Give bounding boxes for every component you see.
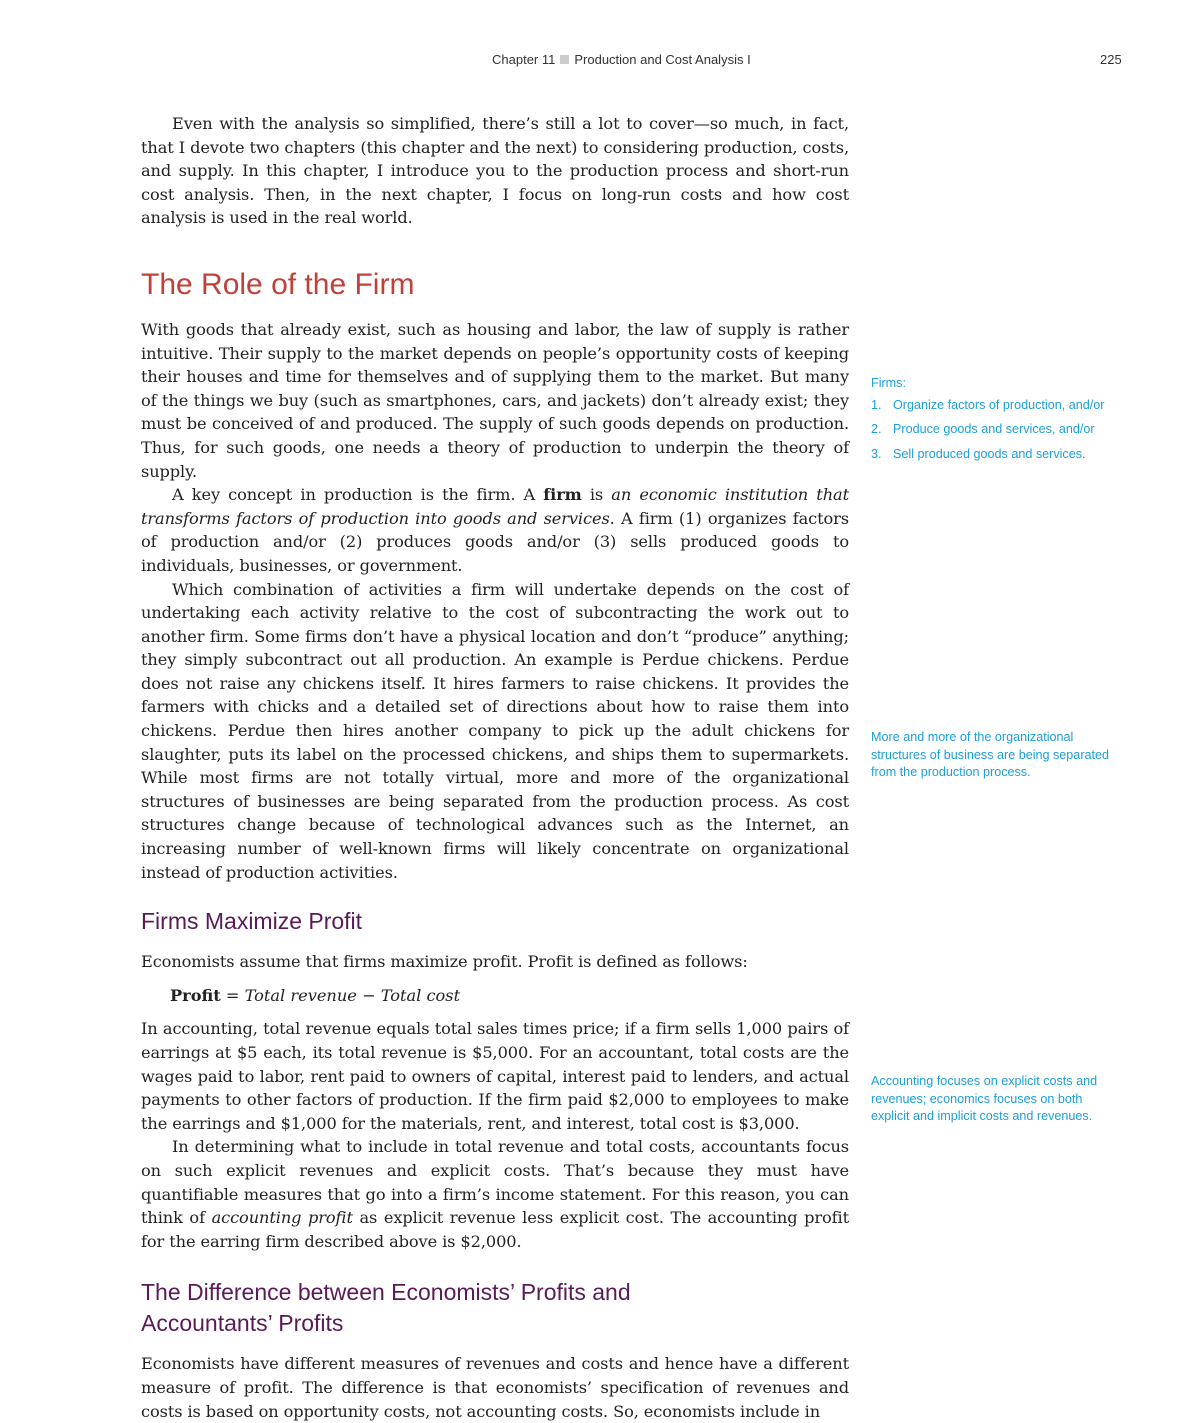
margin-note-label: Firms: [871, 376, 906, 390]
list-text: Organize factors of production, and/or [893, 397, 1105, 412]
heading-line-1: The Difference between Economists’ Profits and [141, 1279, 631, 1306]
separator-square [560, 55, 569, 64]
chapter-label: Chapter 11 [492, 52, 556, 67]
profit-formula [170, 984, 849, 1008]
paragraph-economists-profit: Economists have different measures of revenues and costs and hence have a different measure of profit. The difference is that economists’ specification of revenues and costs is based on opportunity costs, not accounting costs. So, economists include in [141, 1354, 849, 1421]
text-run: A key concept in production is the firm. A [172, 485, 544, 505]
key-term-accounting-profit: accounting profit [211, 1208, 353, 1228]
list-item [871, 397, 1116, 415]
subsection-heading-difference [141, 1277, 849, 1339]
page-number: 225 [1100, 52, 1122, 67]
formula-lhs: Profit [170, 985, 221, 1005]
margin-note-firms [871, 375, 1116, 470]
heading-line-2: Accountants’ Profits [141, 1310, 344, 1337]
chapter-title: Production and Cost Analysis I [574, 52, 751, 67]
list-item [871, 446, 1116, 464]
list-text: Sell produced goods and services. [893, 446, 1086, 461]
paragraph-accounting-revenue: In accounting, total revenue equals total sales times price; if a firm sells 1,000 pairs of earrings at $5 each, its total revenue is $5,000. For an accountant, total costs are the wages paid to labor, rent paid to owners of capital, interest paid to lenders, and actual payments to other factors of production. If the firm paid $2,000 to employees to make the earrings and $1,000 for the materials, rent, and interest, total cost is $3,000. [141, 1019, 849, 1133]
key-term-firm: firm [543, 485, 582, 505]
section-heading: The Role of the Firm [141, 267, 415, 301]
list-number: 3. [871, 446, 882, 461]
formula-equals: = [220, 985, 245, 1005]
firms-list [871, 397, 1116, 464]
paragraph-profit-intro: Economists assume that firms maximize profit. Profit is defined as follows: [141, 952, 748, 972]
paragraph-firm-definition [141, 483, 849, 577]
paragraph-accounting-profit [141, 1135, 849, 1253]
text-run: In determining what to include in total revenue and total costs, accountants focus on such explicit revenues and explicit costs. That’s because they must have quantifiable measures that go into a firm’s income statement. For this reason, you can think of [141, 1137, 849, 1228]
running-head-text [492, 52, 751, 67]
main-text-column [141, 112, 849, 1423]
text-run: . A firm (1) organizes factors of production and/or (2) produces goods and/or (3) sells produced goods to individuals, businesses, or government. [141, 508, 849, 575]
firm-definition: an economic institution that transforms factors of production into goods and services [141, 485, 849, 528]
running-head [0, 52, 1200, 72]
list-text: Produce goods and services, and/or [893, 422, 1095, 436]
text-run: is [581, 485, 612, 505]
list-item [871, 421, 1116, 439]
list-number: 2. [871, 422, 882, 436]
margin-note-accounting: Accounting focuses on explicit costs and revenues; economics focuses on both explicit and implicit costs and revenues. [871, 1074, 1098, 1123]
paragraph-goods-supply: With goods that already exist, such as housing and labor, the law of supply is rather intuitive. Their supply to the market depends on people’s opportunity costs of keeping their houses and time for themselves and of supplying them to the market. But many of the things we buy (such as smartphones, cars, and jackets) don’t already exist; they must be conceived of and produced. The supply of such goods depends on production. Thus, for such goods, one needs a theory of production to underpin the theory of supply. [141, 319, 849, 481]
subsection-heading-profit: Firms Maximize Profit [141, 908, 363, 935]
list-number: 1. [871, 397, 882, 412]
margin-note-organizational: More and more of the organizational structures of business are being separated from the production process. [871, 730, 1110, 779]
intro-paragraph: Even with the analysis so simplified, there’s still a lot to cover—so much, in fact, that I devote two chapters (this chapter and the next) to considering production, costs, and supply. In this chapter, I introduce you to the production process and short-run cost analysis. Then, in the next chapter, I focus on long-run costs and how cost analysis is used in the real world. [141, 114, 849, 228]
formula-expression: Total revenue − Total cost [244, 985, 461, 1005]
text-run: as explicit revenue less explicit cost. The accounting profit for the earring firm described above is $2,000. [141, 1208, 849, 1251]
paragraph-subcontracting: Which combination of activities a firm will undertake depends on the cost of undertaking each activity relative to the cost of subcontracting the work out to another firm. Some firms don’t have a physical location and don’t “produce” anything; they simply subcontract out all production. An example is Perdue chickens. Perdue does not raise any chickens itself. It hires farmers to raise chickens. It provides the farmers with chicks and a detailed set of directions about how to raise them into chickens. Perdue then hires another company to pick up the adult chickens for slaughter, puts its label on the processed chickens, and ships them to supermarkets. While most firms are not totally virtual, more and more of the organizational structures of businesses are being separated from the production process. As cost structures change because of technological advances such as the Internet, an increasing number of well-known firms will likely concentrate on organizational instead of production activities. [141, 579, 849, 882]
